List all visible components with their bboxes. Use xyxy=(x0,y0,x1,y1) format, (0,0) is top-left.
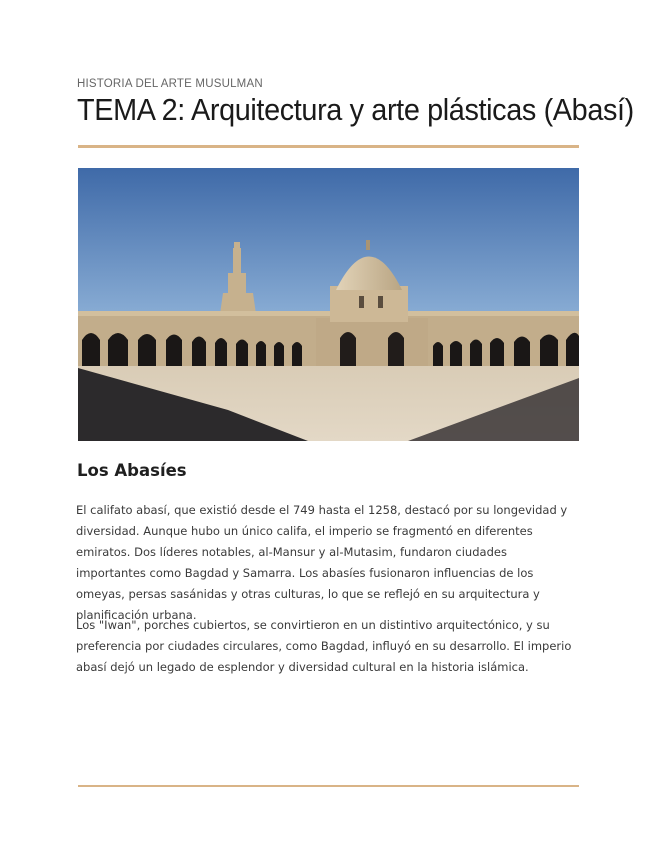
section-heading: Los Abasíes xyxy=(77,461,187,480)
mosque-courtyard-image xyxy=(78,168,579,441)
page-kicker: HISTORIA DEL ARTE MUSULMAN xyxy=(77,78,263,90)
page-title: TEMA 2: Arquitectura y arte plásticas (Abasí) xyxy=(77,92,634,127)
title-divider xyxy=(78,145,579,148)
footer-divider xyxy=(78,785,579,787)
body-paragraph: Los "Iwan", porches cubiertos, se convirtieron en un distintivo arquitectónico, y su preferencia por ciudades circulares, como Bagdad, influyó en su desarrollo. El imperio abasí dejó un legado de esplendor y diversidad cultural en la historia islámica. xyxy=(76,618,572,674)
body-paragraph: El califato abasí, que existió desde el 749 hasta el 1258, destacó por su longevidad y diversidad. Aunque hubo un único califa, el imperio se fragmentó en diferentes emiratos. Dos líderes notables, al-Mansur y al-Mutasim, fundaron ciudades importantes como Bagdad y Samarra. Los abasíes fusionaron influencias de los omeyas, persas sasánidas y otras culturas, lo que se reflejó en su arquitectura y planificación urbana. xyxy=(76,503,568,622)
